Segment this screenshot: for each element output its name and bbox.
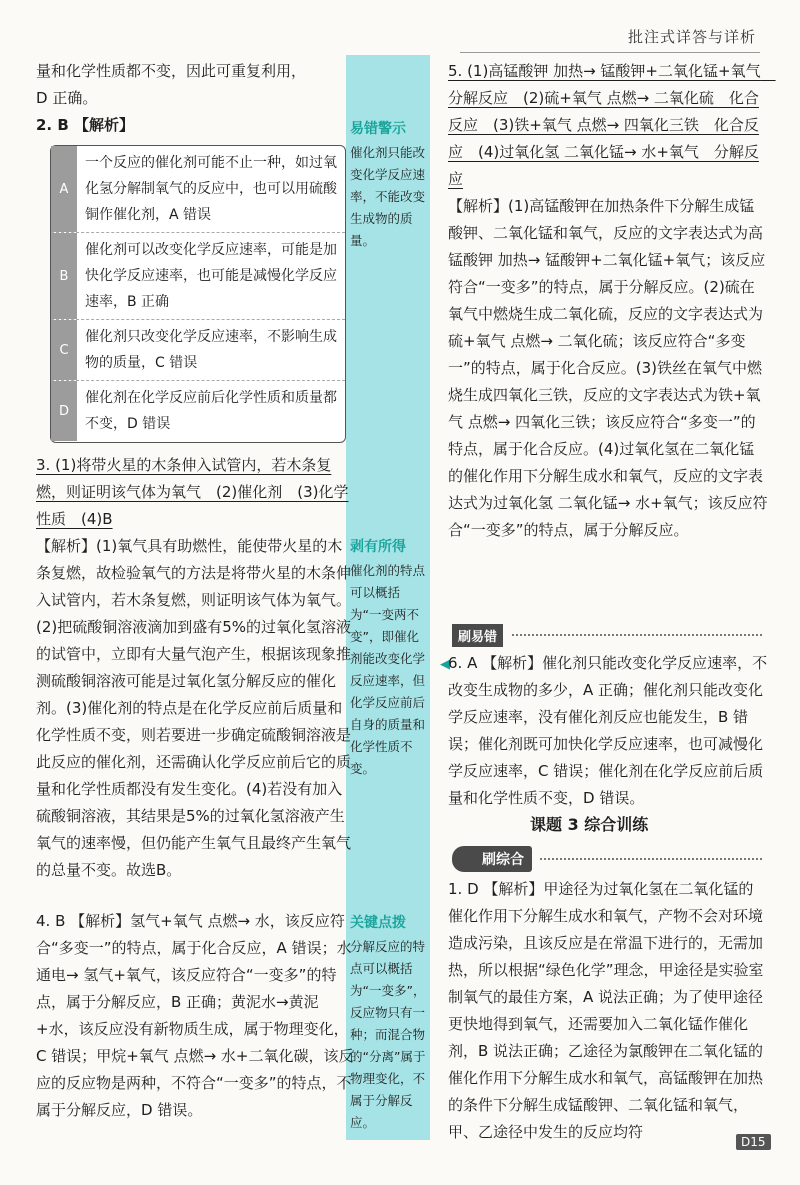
row-text: 催化剂可以改变化学反应速率，可能是加快化学反应速率，也可能是减慢化学反应速率，B 正确 bbox=[85, 242, 337, 310]
q1-block bbox=[448, 876, 768, 1146]
table-row bbox=[51, 381, 345, 441]
q3-answer: 3. (1)将带火星的木条伸入试管内，若木条复燃，则证明该气体为氧气 (2)催化剂 (3)化学性质 (4)B bbox=[36, 456, 349, 528]
q3-analysis: 【解析】(1)氧气具有助燃性，能使带火星的木条复燃，故检验氧气的方法是将带火星的木条伸入试管内，若木条复燃，则证明该气体为氧气。(2)把硫酸铜溶液滴加到盛有5%的过氧化氢溶液的试管中，立即有大量气泡产生，根据该现象推测硫酸铜溶液可能是过氧化氢分解反应的催化剂。(3)催化剂的特点是在化学反应前后质量和化学性质不变，则若要进一步确定硫酸铜溶液是此反应的催化剂，还需确认化学反应前后它的质量和化学性质都没有发生变化。(4)若没有加入硫酸铜溶液，其结果是5%的过氧化氢溶液产生氧气的速率慢，但仍能产生氧气且最终产生氧气的总量不变。故选B。 bbox=[36, 537, 352, 879]
row-text: 催化剂在化学反应前后化学性质和质量都不变，D 错误 bbox=[85, 390, 337, 432]
dotted-divider bbox=[540, 858, 762, 860]
q5-answer: 5. (1)高锰酸钾 加热→ 锰酸钾+二氧化锰+氧气 分解反应 (2)硫+氧气 点燃→ 二氧化硫 化合反应 (3)铁+氧气 点燃→ 四氧化三铁 化合反应 (4)过氧化氢 二氧化锰→ 水+氧气 分解反应 bbox=[448, 62, 776, 188]
q1-text: 1. D 【解析】甲途径为过氧化氢在二氧化锰的催化作用下分解生成水和氧气，产物不会对环境造成污染，且该反应是在常温下进行的，无需加热，所以根据“绿色化学”理念，甲途径是实验室制氧气的最佳方案，A 说法正确；为了使甲途径更快地得到氧气，还需要加入二氧化锰作催化剂，B 说法正确；乙途径为氯酸钾在二氧化锰的催化作用下分解生成水和氧气，高锰酸钾在加热的条件下分解生成锰酸钾、二氧化锰和氧气，甲、乙途径中发生的反应均符 bbox=[448, 880, 764, 1141]
continued-line-2: D 正确。 bbox=[36, 89, 98, 107]
note-text: 催化剂的特点可以概括为“一变两不变”，即催化剂能改变化学反应速率，但化学反应前后自身的质量和化学性质不变。 bbox=[350, 563, 426, 776]
row-label: C bbox=[51, 320, 77, 380]
q5-analysis: 【解析】(1)高锰酸钾在加热条件下分解生成锰酸钾、二氧化锰和氧气，反应的文字表达式为高锰酸钾 加热→ 锰酸钾+二氧化锰+氧气；该反应符合“一变多”的特点，属于分解反应。(2)硫在氧气中燃烧生成二氧化硫，反应的文字表达式为硫+氧气 点燃→ 二氧化硫；该反应符合“多变一”的特点，属于化合反应。(3)铁丝在氧气中燃烧生成四氧化三铁，反应的文字表达式为铁+氧气 点燃→ 四氧化三铁；该反应符合“多变一”的特点，属于化合反应。(4)过氧化氢在二氧化锰的催化作用下分解生成水和氧气，反应的文字表达式为过氧化氢 二氧化锰→ 水+氧气；该反应符合“一变多”的特点，属于分解反应。 bbox=[448, 197, 768, 539]
row-label: D bbox=[51, 381, 77, 441]
q4-block bbox=[36, 908, 354, 1124]
row-text: 一个反应的催化剂可能不止一种，如过氧化氢分解制氧气的反应中，也可以用硫酸铜作催化剂，A 错误 bbox=[85, 155, 337, 223]
page-number: D15 bbox=[736, 1134, 771, 1150]
table-row bbox=[51, 320, 345, 381]
q6-text: 6. A 【解析】催化剂只能改变化学反应速率，不改变生成物的多少，A 正确；催化剂只能改变化学反应速率，没有催化剂反应也能发生，B 错误；催化剂既可加快化学反应速率，也可减慢化学反应速率，C 错误；催化剂在化学反应前后质量和化学性质不变，D 错误。 bbox=[448, 654, 768, 807]
q3-block bbox=[36, 452, 354, 884]
continued-line-1: 量和化学性质都不变，因此可重复利用， bbox=[36, 62, 307, 80]
row-text: 催化剂只改变化学反应速率，不影响生成物的质量，C 错误 bbox=[85, 329, 337, 371]
table-row bbox=[51, 146, 345, 233]
page-header-title: 批注式详答与详析 bbox=[627, 28, 756, 46]
section-tag-comprehensive: 刷综合 bbox=[452, 846, 532, 872]
header-rule bbox=[460, 52, 760, 53]
q2-option-table bbox=[50, 145, 346, 443]
note-text: 催化剂只能改变化学反应速率，不能改变生成物的质量。 bbox=[350, 145, 426, 248]
left-column bbox=[36, 58, 354, 139]
note-takeaway bbox=[350, 536, 430, 780]
note-error-warning bbox=[350, 118, 430, 252]
note-title: 易错警示 bbox=[350, 121, 406, 137]
note-key-tip bbox=[350, 912, 430, 1134]
dotted-divider bbox=[512, 634, 762, 636]
right-column bbox=[448, 58, 776, 544]
q6-block bbox=[448, 650, 768, 812]
row-label: A bbox=[51, 146, 77, 232]
table-row bbox=[51, 233, 345, 320]
section-tag-errors: 刷易错 bbox=[452, 624, 503, 647]
note-title: 剥有所得 bbox=[350, 539, 406, 555]
section-title: 课题 3 综合训练 bbox=[530, 815, 649, 834]
q4-text: 4. B 【解析】氢气+氧气 点燃→ 水，该反应符合“多变一”的特点，属于化合反应，A 错误；水 通电→ 氢气+氧气，该反应符合“一变多”的特点，属于分解反应，B 正确；黄泥水→黄泥+水，该反应没有新物质生成，属于物理变化，C 错误；甲烷+氧气 点燃→ 水+二氧化碳，该反应的反应物是两种，不符合“一变多”的特点，不属于分解反应，D 错误。 bbox=[36, 912, 354, 1119]
row-label: B bbox=[51, 233, 77, 319]
pointer-arrow-icon: ◀ bbox=[440, 657, 450, 672]
q2-heading: 2. B 【解析】 bbox=[36, 116, 135, 134]
note-title: 关键点拨 bbox=[350, 915, 406, 931]
note-text: 分解反应的特点可以概括为“一变多”，反应物只有一种；而混合物的“分离”属于物理变化，不属于分解反应。 bbox=[350, 939, 426, 1130]
